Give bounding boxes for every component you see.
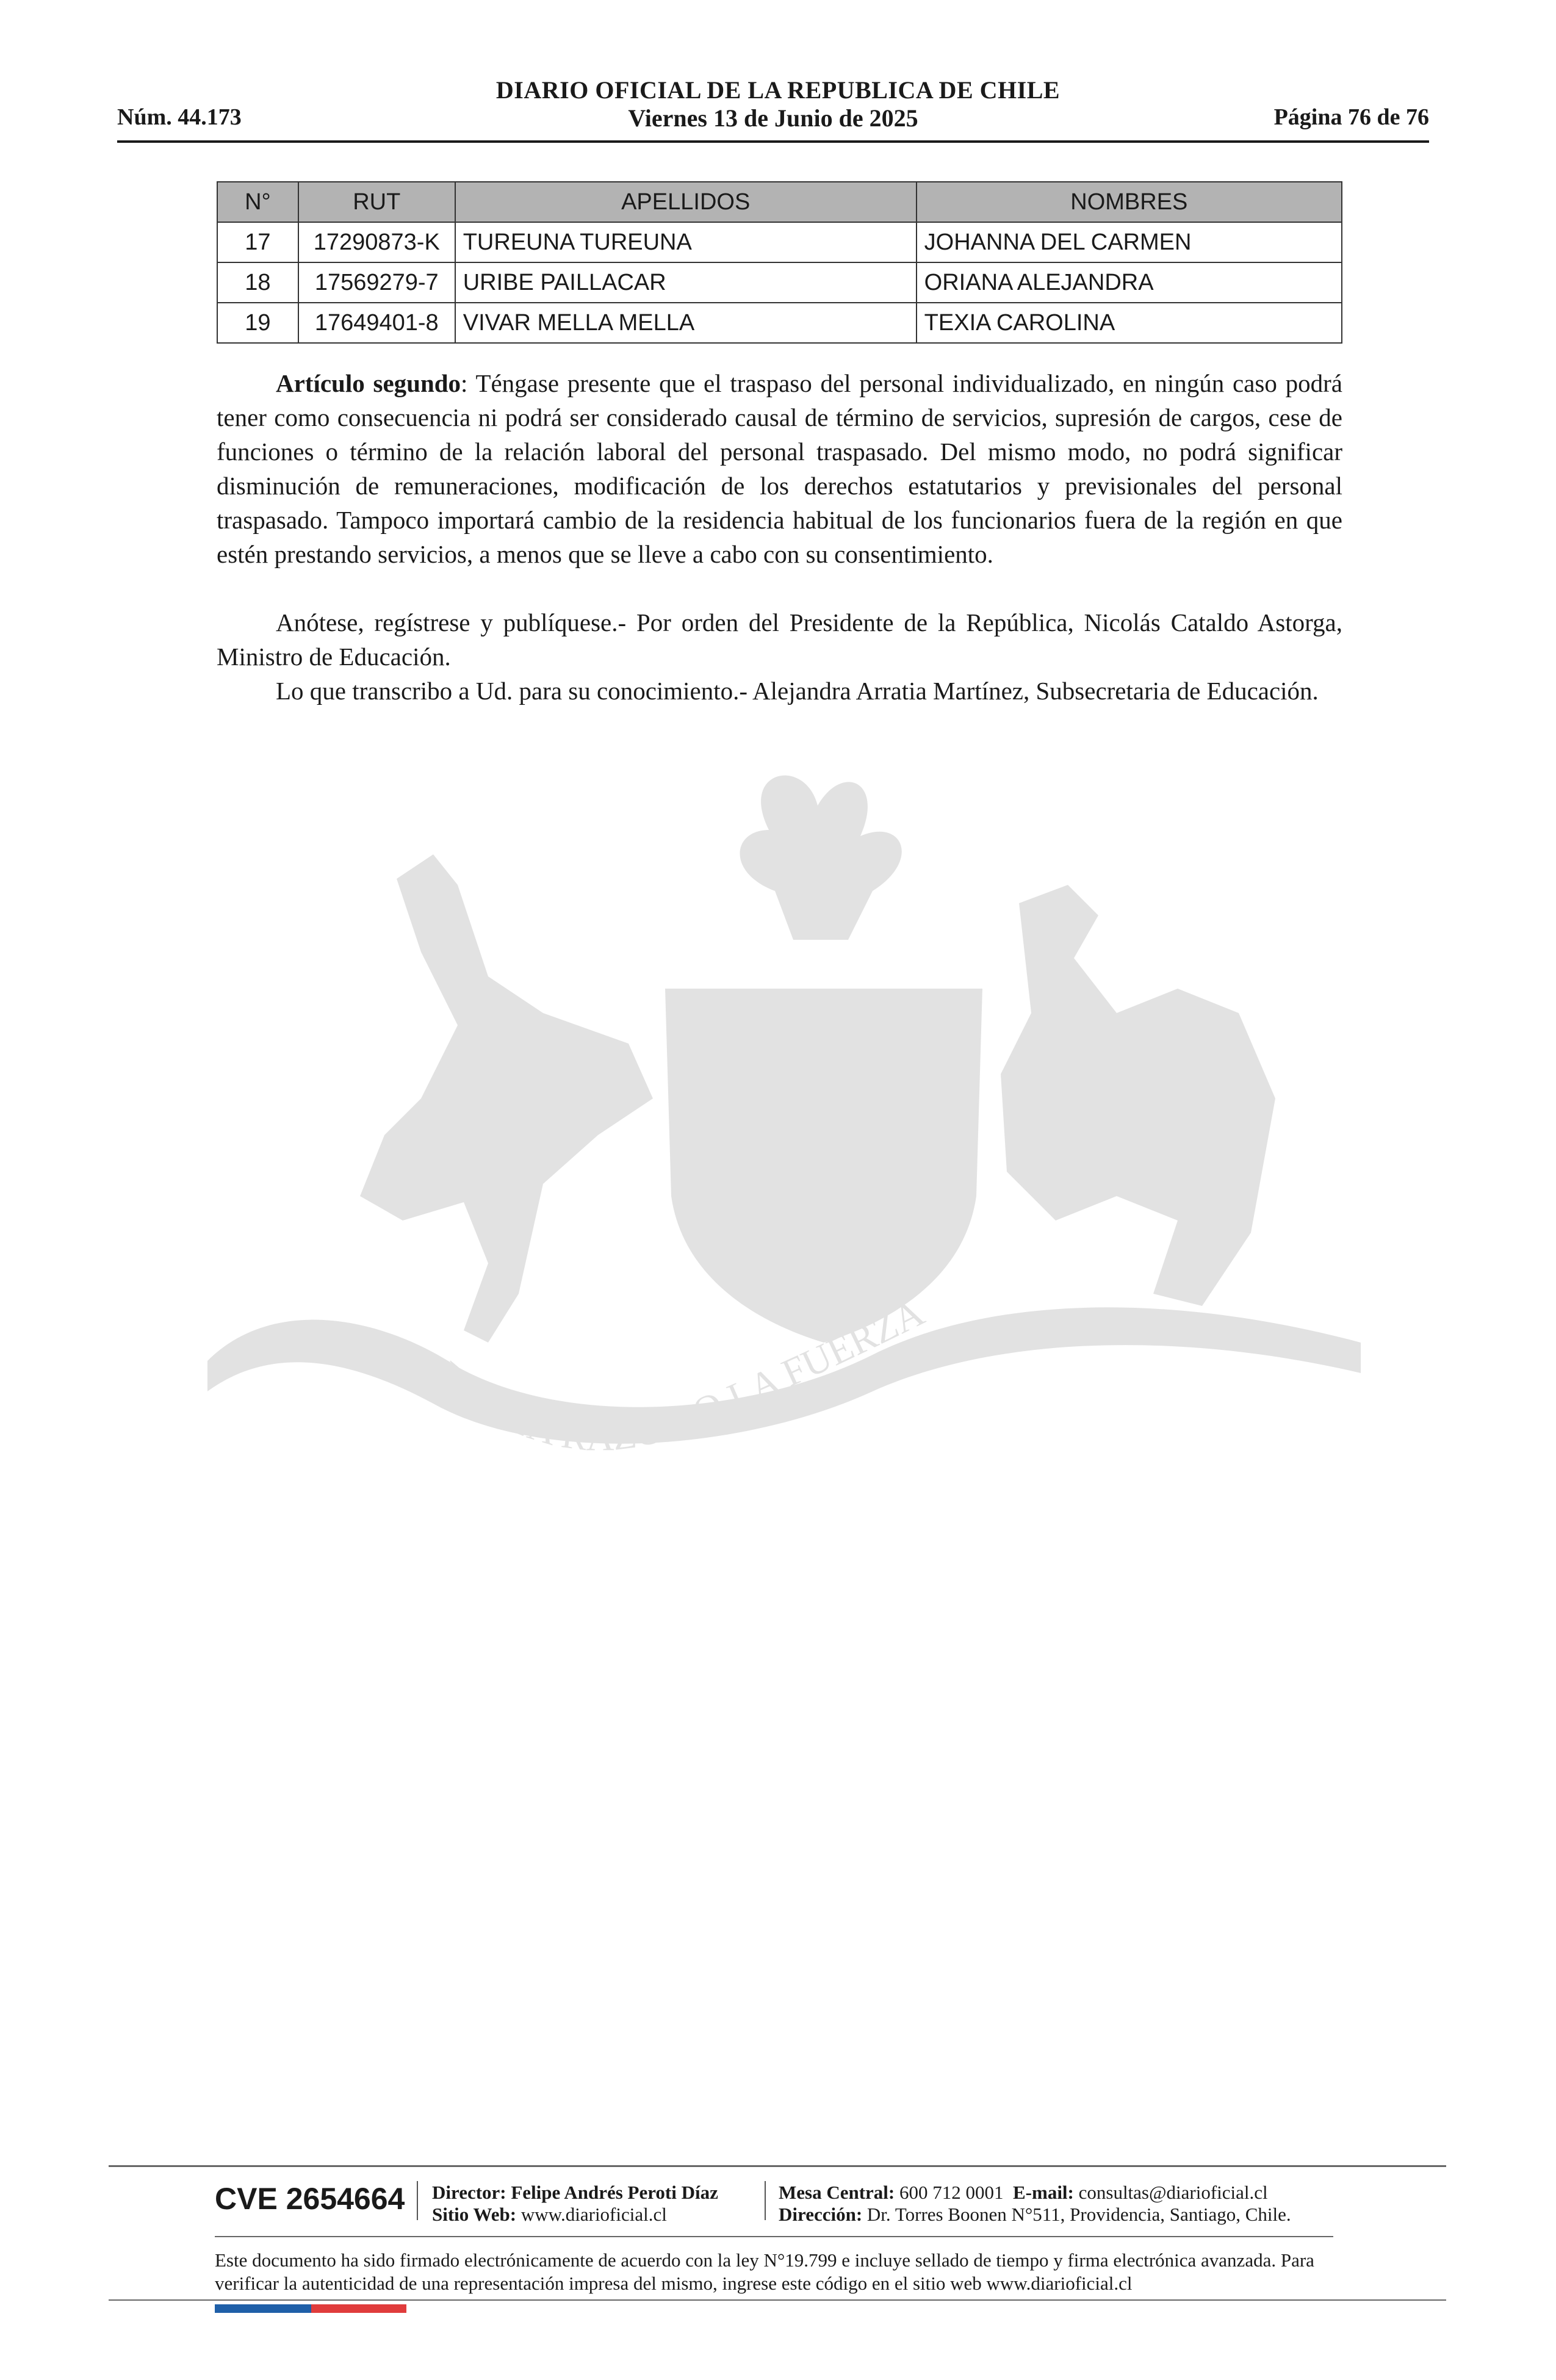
table-header-row: [217, 182, 1342, 222]
phone-number: 600 712 0001: [899, 2182, 1004, 2203]
header-divider: [117, 140, 1429, 143]
cell-surnames: VIVAR MELLA MELLA: [455, 303, 917, 343]
flag-stripe-blue: [215, 2304, 311, 2313]
cell-names: ORIANA ALEJANDRA: [917, 262, 1342, 303]
table-row: [217, 222, 1342, 262]
director-label: Director:: [432, 2182, 506, 2203]
email-link[interactable]: consultas@diarioficial.cl: [1078, 2182, 1268, 2203]
cell-rut: 17569279-7: [298, 262, 455, 303]
cell-number: 19: [217, 303, 298, 343]
column-header: N°: [217, 182, 298, 222]
web-link[interactable]: www.diarioficial.cl: [520, 2204, 667, 2225]
table-row: [217, 262, 1342, 303]
web-label: Sitio Web:: [432, 2204, 517, 2225]
footer-separator: [765, 2181, 766, 2220]
newspaper-title: DIARIO OFICIAL DE LA REPUBLICA DE CHILE: [495, 76, 1061, 104]
footer-divider-top: [109, 2165, 1446, 2167]
footer-contact-block: [779, 2182, 1291, 2226]
article-text: : Téngase presente que el traspaso del personal individualizado, en ningún caso podrá tener como consecuencia ni podrá ser considerado causal de término de servicios, supresión de cargos, cese de funciones o término de la relación laboral del personal traspasado. Del mismo modo, no podrá significar disminución de remuneraciones, modificación de los derechos estatutarios y previsionales del personal traspasado. Tampoco importará cambio de la residencia habitual de los funcionarios fuera de la región en que estén prestando servicios, a menos que se lleve a cabo con su consentimiento.: [217, 369, 1342, 568]
address-label: Dirección:: [779, 2204, 863, 2225]
article-heading: Artículo segundo: [276, 369, 461, 397]
signature-notice: Este documento ha sido firmado electrónicamente de acuerdo con la ley N°19.799 e incluye sellado de tiempo y firma electrónica avanzada. Para verificar la autenticidad de una representación impresa del mismo, ingrese este código en el sitio web www.diarioficial.cl: [215, 2249, 1314, 2294]
motto-path: POR LA RAZON O LA FUERZA: [427, 1290, 931, 1459]
footer-divider-middle: [215, 2236, 1333, 2237]
closing-paragraph: Anótese, regístrese y publíquese.- Por orden del Presidente de la República, Nicolás Cataldo Astorga, Ministro de Educación.: [217, 608, 1342, 671]
article-paragraph: [217, 366, 1342, 571]
cell-rut: 17649401-8: [298, 303, 455, 343]
flag-stripe-red: [311, 2304, 406, 2313]
document-body: [217, 366, 1342, 708]
column-header: NOMBRES: [917, 182, 1342, 222]
transcription-paragraph: Lo que transcribo a Ud. para su conocimiento.- Alejandra Arratia Martínez, Subsecretaria de Educación.: [276, 677, 1319, 705]
personnel-table: [217, 181, 1342, 344]
director-name: Felipe Andrés Peroti Díaz: [511, 2182, 718, 2203]
issue-date: Viernes 13 de Junio de 2025: [628, 104, 918, 132]
cell-surnames: URIBE PAILLACAR: [455, 262, 917, 303]
header-row: [117, 104, 1429, 134]
footer-director-block: [432, 2182, 718, 2226]
cell-surnames: TUREUNA TUREUNA: [455, 222, 917, 262]
address-text: Dr. Torres Boonen N°511, Providencia, Santiago, Chile.: [866, 2204, 1291, 2225]
cell-number: 17: [217, 222, 298, 262]
email-label: E-mail:: [1013, 2182, 1074, 2203]
column-header: APELLIDOS: [455, 182, 917, 222]
cell-names: TEXIA CAROLINA: [917, 303, 1342, 343]
cell-rut: 17290873-K: [298, 222, 455, 262]
column-header: RUT: [298, 182, 455, 222]
issue-number: Núm. 44.173: [117, 104, 242, 130]
cell-names: JOHANNA DEL CARMEN: [917, 222, 1342, 262]
cell-number: 18: [217, 262, 298, 303]
phone-label: Mesa Central:: [779, 2182, 895, 2203]
table-row: [217, 303, 1342, 343]
footer-divider-bottom: [109, 2299, 1446, 2301]
coat-of-arms-watermark: [201, 757, 1367, 1562]
footer-separator: [417, 2181, 418, 2220]
page-number: Página 76 de 76: [1273, 104, 1429, 130]
cve-code: CVE 2654664: [215, 2182, 405, 2216]
